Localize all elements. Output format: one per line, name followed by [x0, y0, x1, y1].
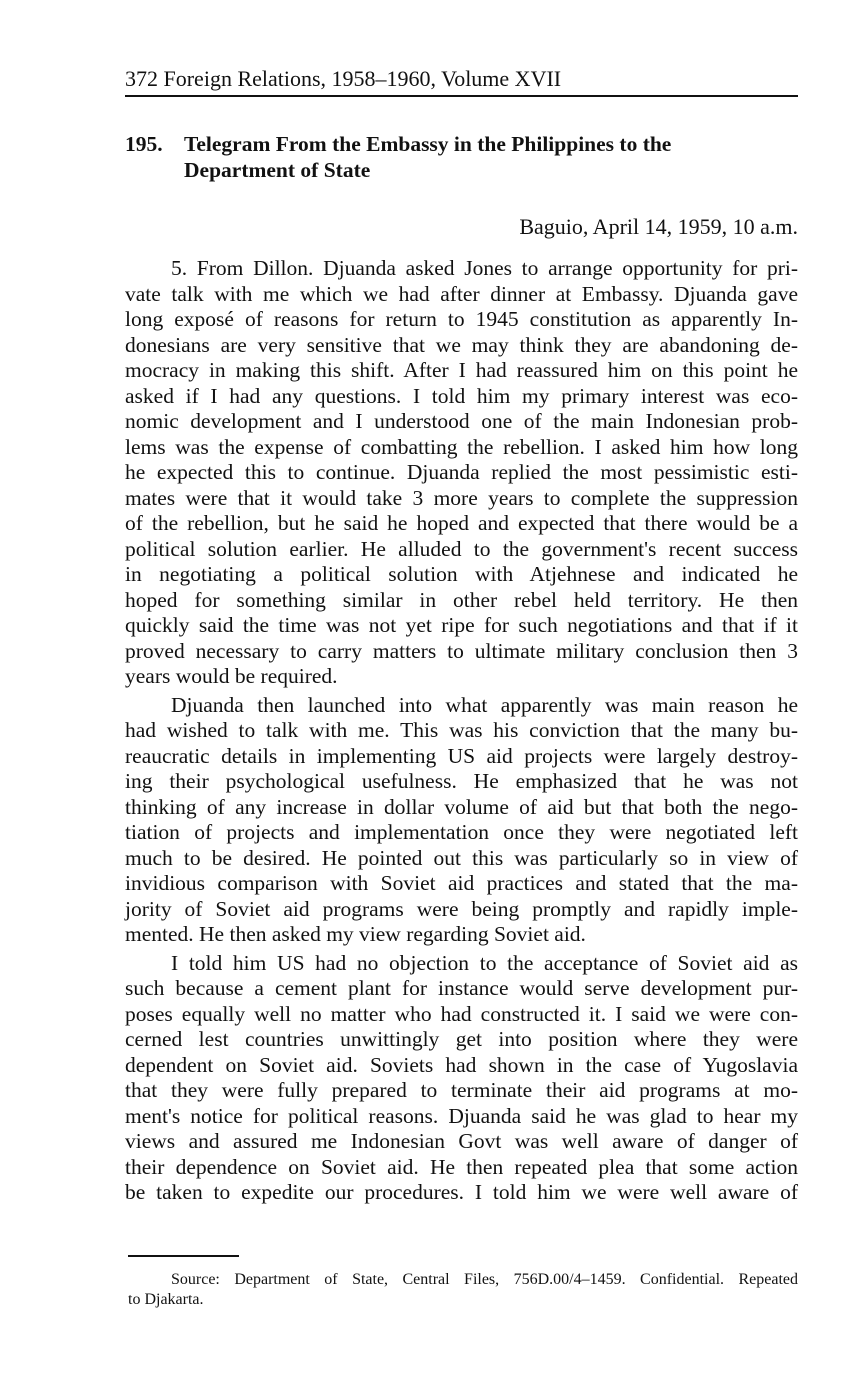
- text-line: ment's notice for political reasons. Djuanda said he was glad to hear my: [125, 1103, 798, 1128]
- text-line: poses equally well no matter who had constructed it. I said we were con-: [125, 1001, 798, 1026]
- text-line: dependent on Soviet aid. Soviets had shown in the case of Yugoslavia: [125, 1052, 798, 1077]
- text-line: invidious comparison with Soviet aid practices and stated that the ma-: [125, 871, 798, 895]
- text-line: lems was the expense of combatting the rebellion. I asked him how long: [125, 434, 798, 459]
- text-line: their dependence on Soviet aid. He then repeated plea that some action: [125, 1154, 798, 1179]
- text-line: be taken to expedite our procedures. I told him we were well aware of: [125, 1180, 798, 1204]
- text-line: quickly said the time was not yet ripe for such negotiations and that if it: [125, 613, 798, 637]
- text-line: mocracy in making this shift. After I had reassured him on this point he: [125, 358, 798, 382]
- text-line: 5. From Dillon. Djuanda asked Jones to arrange opportunity for pri-: [171, 256, 798, 280]
- text-line: vate talk with me which we had after dinner at Embassy. Djuanda gave: [125, 281, 798, 306]
- text-line: thinking of any increase in dollar volume of aid but that both the nego-: [125, 794, 798, 819]
- document-body: [125, 256, 798, 1209]
- text-line: views and assured me Indonesian Govt was well aware of danger of: [125, 1129, 798, 1153]
- text-line: tiation of projects and implementation once they were negotiated left: [125, 820, 798, 844]
- text-line: cerned lest countries unwittingly get into position where they were: [125, 1027, 798, 1051]
- text-line: long exposé of reasons for return to 1945 constitution as apparently In-: [125, 307, 798, 331]
- text-line: nomic development and I understood one of the main Indonesian prob-: [125, 409, 798, 433]
- text-line: hoped for something similar in other rebel held territory. He then: [125, 587, 798, 612]
- footnote-line: to Djakarta.: [128, 1291, 204, 1308]
- text-line: reaucratic details in implementing US aid projects were largely destroy-: [125, 743, 798, 768]
- text-line: mented. He then asked my view regarding Soviet aid.: [125, 922, 586, 946]
- text-line: that they were fully prepared to terminate their aid programs at mo-: [125, 1078, 798, 1102]
- title-line: Department of State: [184, 158, 371, 182]
- document-title: [125, 131, 798, 183]
- footnote-rule: [128, 1255, 239, 1257]
- text-line: political solution earlier. He alluded to the government's recent success: [125, 536, 798, 561]
- text-line: had wished to talk with me. This was his conviction that the many bu-: [125, 718, 798, 742]
- text-line: much to be desired. He pointed out this was particularly so in view of: [125, 845, 798, 870]
- text-line: in negotiating a political solution with Atjehnese and indicated he: [125, 562, 798, 586]
- paragraph: [125, 256, 798, 690]
- paragraph: [125, 951, 798, 1206]
- text-line: he expected this to continue. Djuanda replied the most pessimistic esti-: [125, 460, 798, 484]
- dateline: Baguio, April 14, 1959, 10 a.m.: [519, 214, 798, 239]
- text-line: donesians are very sensitive that we may think they are abandoning de-: [125, 332, 798, 357]
- text-line: years would be required.: [125, 664, 338, 688]
- text-line: I told him US had no objection to the acceptance of Soviet aid as: [171, 950, 798, 975]
- text-line: mates were that it would take 3 more years to complete the suppression: [125, 485, 798, 510]
- document-number: 195.: [125, 132, 163, 156]
- title-line: Telegram From the Embassy in the Philippines to the: [184, 132, 672, 156]
- text-line: Djuanda then launched into what apparently was main reason he: [171, 692, 798, 717]
- text-line: of the rebellion, but he said he hoped and expected that there would be a: [125, 511, 798, 535]
- text-line: jority of Soviet aid programs were being promptly and rapidly imple-: [125, 896, 798, 921]
- header-rule: [125, 95, 798, 97]
- footnote: [128, 1270, 798, 1310]
- text-line: such because a cement plant for instance would serve development pur-: [125, 976, 798, 1000]
- footnote-line: Source: Department of State, Central Files, 756D.00/4–1459. Confidential. Repeated: [171, 1271, 798, 1288]
- text-line: asked if I had any questions. I told him my primary interest was eco-: [125, 383, 798, 408]
- text-line: proved necessary to carry matters to ultimate military conclusion then 3: [125, 638, 798, 663]
- paragraph: [125, 693, 798, 948]
- running-head: 372 Foreign Relations, 1958–1960, Volume XVII: [125, 66, 562, 91]
- text-line: ing their psychological usefulness. He emphasized that he was not: [125, 769, 798, 793]
